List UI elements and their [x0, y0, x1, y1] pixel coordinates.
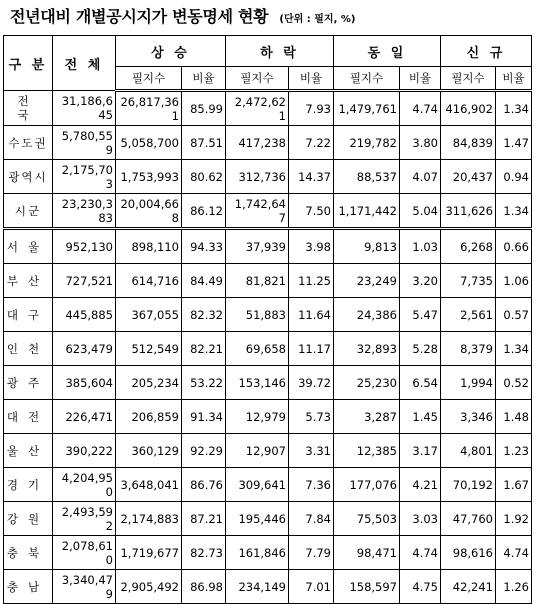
cell-same-r: 5.04 [400, 194, 441, 229]
cell-down-n: 69,658 [226, 332, 289, 366]
cell-same-r: 5.47 [400, 298, 441, 332]
row-label: 전 국 [4, 91, 53, 126]
cell-new-r: 0.94 [496, 160, 532, 194]
cell-new-r: 1.34 [496, 91, 532, 126]
cell-same-r: 3.80 [400, 126, 441, 160]
cell-down-n: 309,641 [226, 468, 289, 502]
cell-new-n: 3,346 [441, 400, 496, 434]
table-row [4, 468, 532, 502]
cell-up-r: 53.22 [182, 366, 226, 400]
cell-up-r: 92.29 [182, 434, 226, 468]
cell-down-r: 14.37 [289, 160, 334, 194]
cell-same-r: 3.03 [400, 502, 441, 536]
header-decrease: 하 락 [226, 36, 334, 67]
cell-up-n: 3,648,041 [116, 468, 182, 502]
cell-total: 727,521 [53, 264, 116, 298]
cell-same-n: 98,471 [334, 536, 400, 570]
cell-up-n: 1,719,677 [116, 536, 182, 570]
cell-down-n: 161,846 [226, 536, 289, 570]
cell-down-r: 5.73 [289, 400, 334, 434]
cell-same-n: 1,479,761 [334, 91, 400, 126]
cell-up-r: 86.12 [182, 194, 226, 229]
cell-up-n: 898,110 [116, 229, 182, 264]
subheader-count: 필지수 [226, 67, 289, 91]
table-row [4, 160, 532, 194]
cell-up-r: 85.99 [182, 91, 226, 126]
cell-same-n: 23,249 [334, 264, 400, 298]
cell-down-n: 2,472,621 [226, 91, 289, 126]
cell-same-r: 3.20 [400, 264, 441, 298]
cell-total: 445,885 [53, 298, 116, 332]
cell-down-n: 12,979 [226, 400, 289, 434]
cell-new-n: 1,994 [441, 366, 496, 400]
cell-same-r: 6.54 [400, 366, 441, 400]
table-row [4, 366, 532, 400]
cell-down-n: 195,446 [226, 502, 289, 536]
cell-same-r: 4.75 [400, 570, 441, 604]
table-row [4, 229, 532, 264]
cell-new-r: 1.47 [496, 126, 532, 160]
cell-down-n: 153,146 [226, 366, 289, 400]
cell-same-n: 25,230 [334, 366, 400, 400]
cell-up-n: 614,716 [116, 264, 182, 298]
cell-new-r: 1.48 [496, 400, 532, 434]
row-label: 강원 [4, 502, 53, 536]
table-row [4, 400, 532, 434]
cell-new-r: 0.66 [496, 229, 532, 264]
cell-up-n: 20,004,668 [116, 194, 182, 229]
table-row [4, 264, 532, 298]
cell-total: 390,222 [53, 434, 116, 468]
cell-same-r: 1.03 [400, 229, 441, 264]
cell-same-n: 3,287 [334, 400, 400, 434]
row-label: 충북 [4, 536, 53, 570]
cell-new-r: 4.74 [496, 536, 532, 570]
cell-down-r: 11.64 [289, 298, 334, 332]
row-label: 인천 [4, 332, 53, 366]
cell-new-r: 0.52 [496, 366, 532, 400]
cell-same-r: 5.28 [400, 332, 441, 366]
cell-down-r: 7.79 [289, 536, 334, 570]
cell-down-r: 7.22 [289, 126, 334, 160]
cell-new-n: 8,379 [441, 332, 496, 366]
cell-up-n: 1,753,993 [116, 160, 182, 194]
cell-total: 2,175,703 [53, 160, 116, 194]
subheader-ratio: 비율 [182, 67, 226, 91]
cell-same-r: 4.07 [400, 160, 441, 194]
cell-total: 23,230,383 [53, 194, 116, 229]
cell-down-n: 12,907 [226, 434, 289, 468]
cell-total: 3,340,479 [53, 570, 116, 604]
land-price-table [3, 35, 532, 604]
cell-up-r: 82.32 [182, 298, 226, 332]
cell-same-n: 9,813 [334, 229, 400, 264]
table-row [4, 502, 532, 536]
cell-total: 2,493,592 [53, 502, 116, 536]
cell-up-r: 82.73 [182, 536, 226, 570]
cell-up-r: 91.34 [182, 400, 226, 434]
cell-new-n: 70,192 [441, 468, 496, 502]
cell-down-r: 39.72 [289, 366, 334, 400]
cell-new-n: 2,561 [441, 298, 496, 332]
cell-new-r: 1.92 [496, 502, 532, 536]
cell-up-r: 86.98 [182, 570, 226, 604]
header-total: 전 체 [53, 36, 116, 91]
cell-same-n: 12,385 [334, 434, 400, 468]
cell-down-n: 417,238 [226, 126, 289, 160]
cell-new-n: 20,437 [441, 160, 496, 194]
cell-new-n: 6,268 [441, 229, 496, 264]
page-title: 전년대비 개별공시지가 변동명세 현황 [10, 7, 269, 26]
cell-same-n: 75,503 [334, 502, 400, 536]
cell-down-r: 11.17 [289, 332, 334, 366]
cell-down-n: 1,742,647 [226, 194, 289, 229]
table-row [4, 332, 532, 366]
subheader-count: 필지수 [441, 67, 496, 91]
cell-down-r: 11.25 [289, 264, 334, 298]
row-label: 대구 [4, 298, 53, 332]
cell-same-n: 177,076 [334, 468, 400, 502]
cell-up-n: 360,129 [116, 434, 182, 468]
cell-same-n: 1,171,442 [334, 194, 400, 229]
header-category: 구 분 [4, 36, 53, 91]
cell-new-r: 1.34 [496, 332, 532, 366]
cell-up-r: 80.62 [182, 160, 226, 194]
cell-total: 5,780,559 [53, 126, 116, 160]
cell-new-r: 1.23 [496, 434, 532, 468]
cell-down-r: 7.36 [289, 468, 334, 502]
cell-up-r: 87.21 [182, 502, 226, 536]
row-label: 부산 [4, 264, 53, 298]
row-label: 충남 [4, 570, 53, 604]
cell-new-n: 7,735 [441, 264, 496, 298]
cell-up-n: 2,905,492 [116, 570, 182, 604]
row-label: 광역시 [4, 160, 53, 194]
cell-total: 623,479 [53, 332, 116, 366]
table-row [4, 91, 532, 126]
cell-up-r: 82.21 [182, 332, 226, 366]
cell-same-n: 158,597 [334, 570, 400, 604]
cell-new-n: 47,760 [441, 502, 496, 536]
cell-new-r: 1.67 [496, 468, 532, 502]
cell-total: 226,471 [53, 400, 116, 434]
row-label: 시군 [4, 194, 53, 229]
table-row [4, 126, 532, 160]
cell-down-n: 37,939 [226, 229, 289, 264]
cell-up-r: 94.33 [182, 229, 226, 264]
subheader-count: 필지수 [334, 67, 400, 91]
title-bar [10, 4, 355, 28]
cell-down-r: 3.31 [289, 434, 334, 468]
cell-up-n: 26,817,361 [116, 91, 182, 126]
subheader-ratio: 비율 [289, 67, 334, 91]
cell-down-r: 3.98 [289, 229, 334, 264]
cell-same-r: 3.17 [400, 434, 441, 468]
cell-up-r: 87.51 [182, 126, 226, 160]
cell-new-n: 98,616 [441, 536, 496, 570]
cell-total: 4,204,950 [53, 468, 116, 502]
cell-same-r: 4.74 [400, 91, 441, 126]
cell-total: 385,604 [53, 366, 116, 400]
cell-same-n: 32,893 [334, 332, 400, 366]
unit-note: (단위 : 필지, %) [279, 14, 356, 25]
table-row [4, 298, 532, 332]
cell-same-r: 4.21 [400, 468, 441, 502]
table-row [4, 536, 532, 570]
row-label: 대전 [4, 400, 53, 434]
cell-total: 31,186,645 [53, 91, 116, 126]
cell-new-n: 4,801 [441, 434, 496, 468]
cell-down-n: 81,821 [226, 264, 289, 298]
subheader-ratio: 비율 [496, 67, 532, 91]
cell-new-n: 84,839 [441, 126, 496, 160]
cell-new-n: 416,902 [441, 91, 496, 126]
cell-up-n: 2,174,883 [116, 502, 182, 536]
row-label: 수도권 [4, 126, 53, 160]
cell-down-r: 7.93 [289, 91, 334, 126]
cell-total: 952,130 [53, 229, 116, 264]
cell-up-n: 512,549 [116, 332, 182, 366]
cell-down-r: 7.84 [289, 502, 334, 536]
cell-up-r: 86.76 [182, 468, 226, 502]
cell-down-n: 51,883 [226, 298, 289, 332]
header-same: 동 일 [334, 36, 441, 67]
cell-total: 2,078,610 [53, 536, 116, 570]
cell-new-n: 311,626 [441, 194, 496, 229]
cell-up-n: 367,055 [116, 298, 182, 332]
cell-up-n: 5,058,700 [116, 126, 182, 160]
table-row [4, 434, 532, 468]
row-label: 울산 [4, 434, 53, 468]
header-new: 신 규 [441, 36, 532, 67]
cell-up-r: 84.49 [182, 264, 226, 298]
cell-up-n: 206,859 [116, 400, 182, 434]
cell-same-r: 1.45 [400, 400, 441, 434]
row-label: 경기 [4, 468, 53, 502]
cell-new-r: 1.26 [496, 570, 532, 604]
cell-down-r: 7.50 [289, 194, 334, 229]
cell-down-n: 234,149 [226, 570, 289, 604]
cell-down-n: 312,736 [226, 160, 289, 194]
cell-new-n: 42,241 [441, 570, 496, 604]
header-increase: 상 승 [116, 36, 226, 67]
cell-up-n: 205,234 [116, 366, 182, 400]
cell-same-r: 4.74 [400, 536, 441, 570]
table-row [4, 570, 532, 604]
cell-new-r: 1.06 [496, 264, 532, 298]
cell-same-n: 219,782 [334, 126, 400, 160]
table-row [4, 194, 532, 229]
cell-new-r: 0.57 [496, 298, 532, 332]
row-label: 광주 [4, 366, 53, 400]
cell-same-n: 88,537 [334, 160, 400, 194]
cell-new-r: 1.34 [496, 194, 532, 229]
row-label: 서울 [4, 229, 53, 264]
cell-down-r: 7.01 [289, 570, 334, 604]
subheader-count: 필지수 [116, 67, 182, 91]
cell-same-n: 24,386 [334, 298, 400, 332]
subheader-ratio: 비율 [400, 67, 441, 91]
